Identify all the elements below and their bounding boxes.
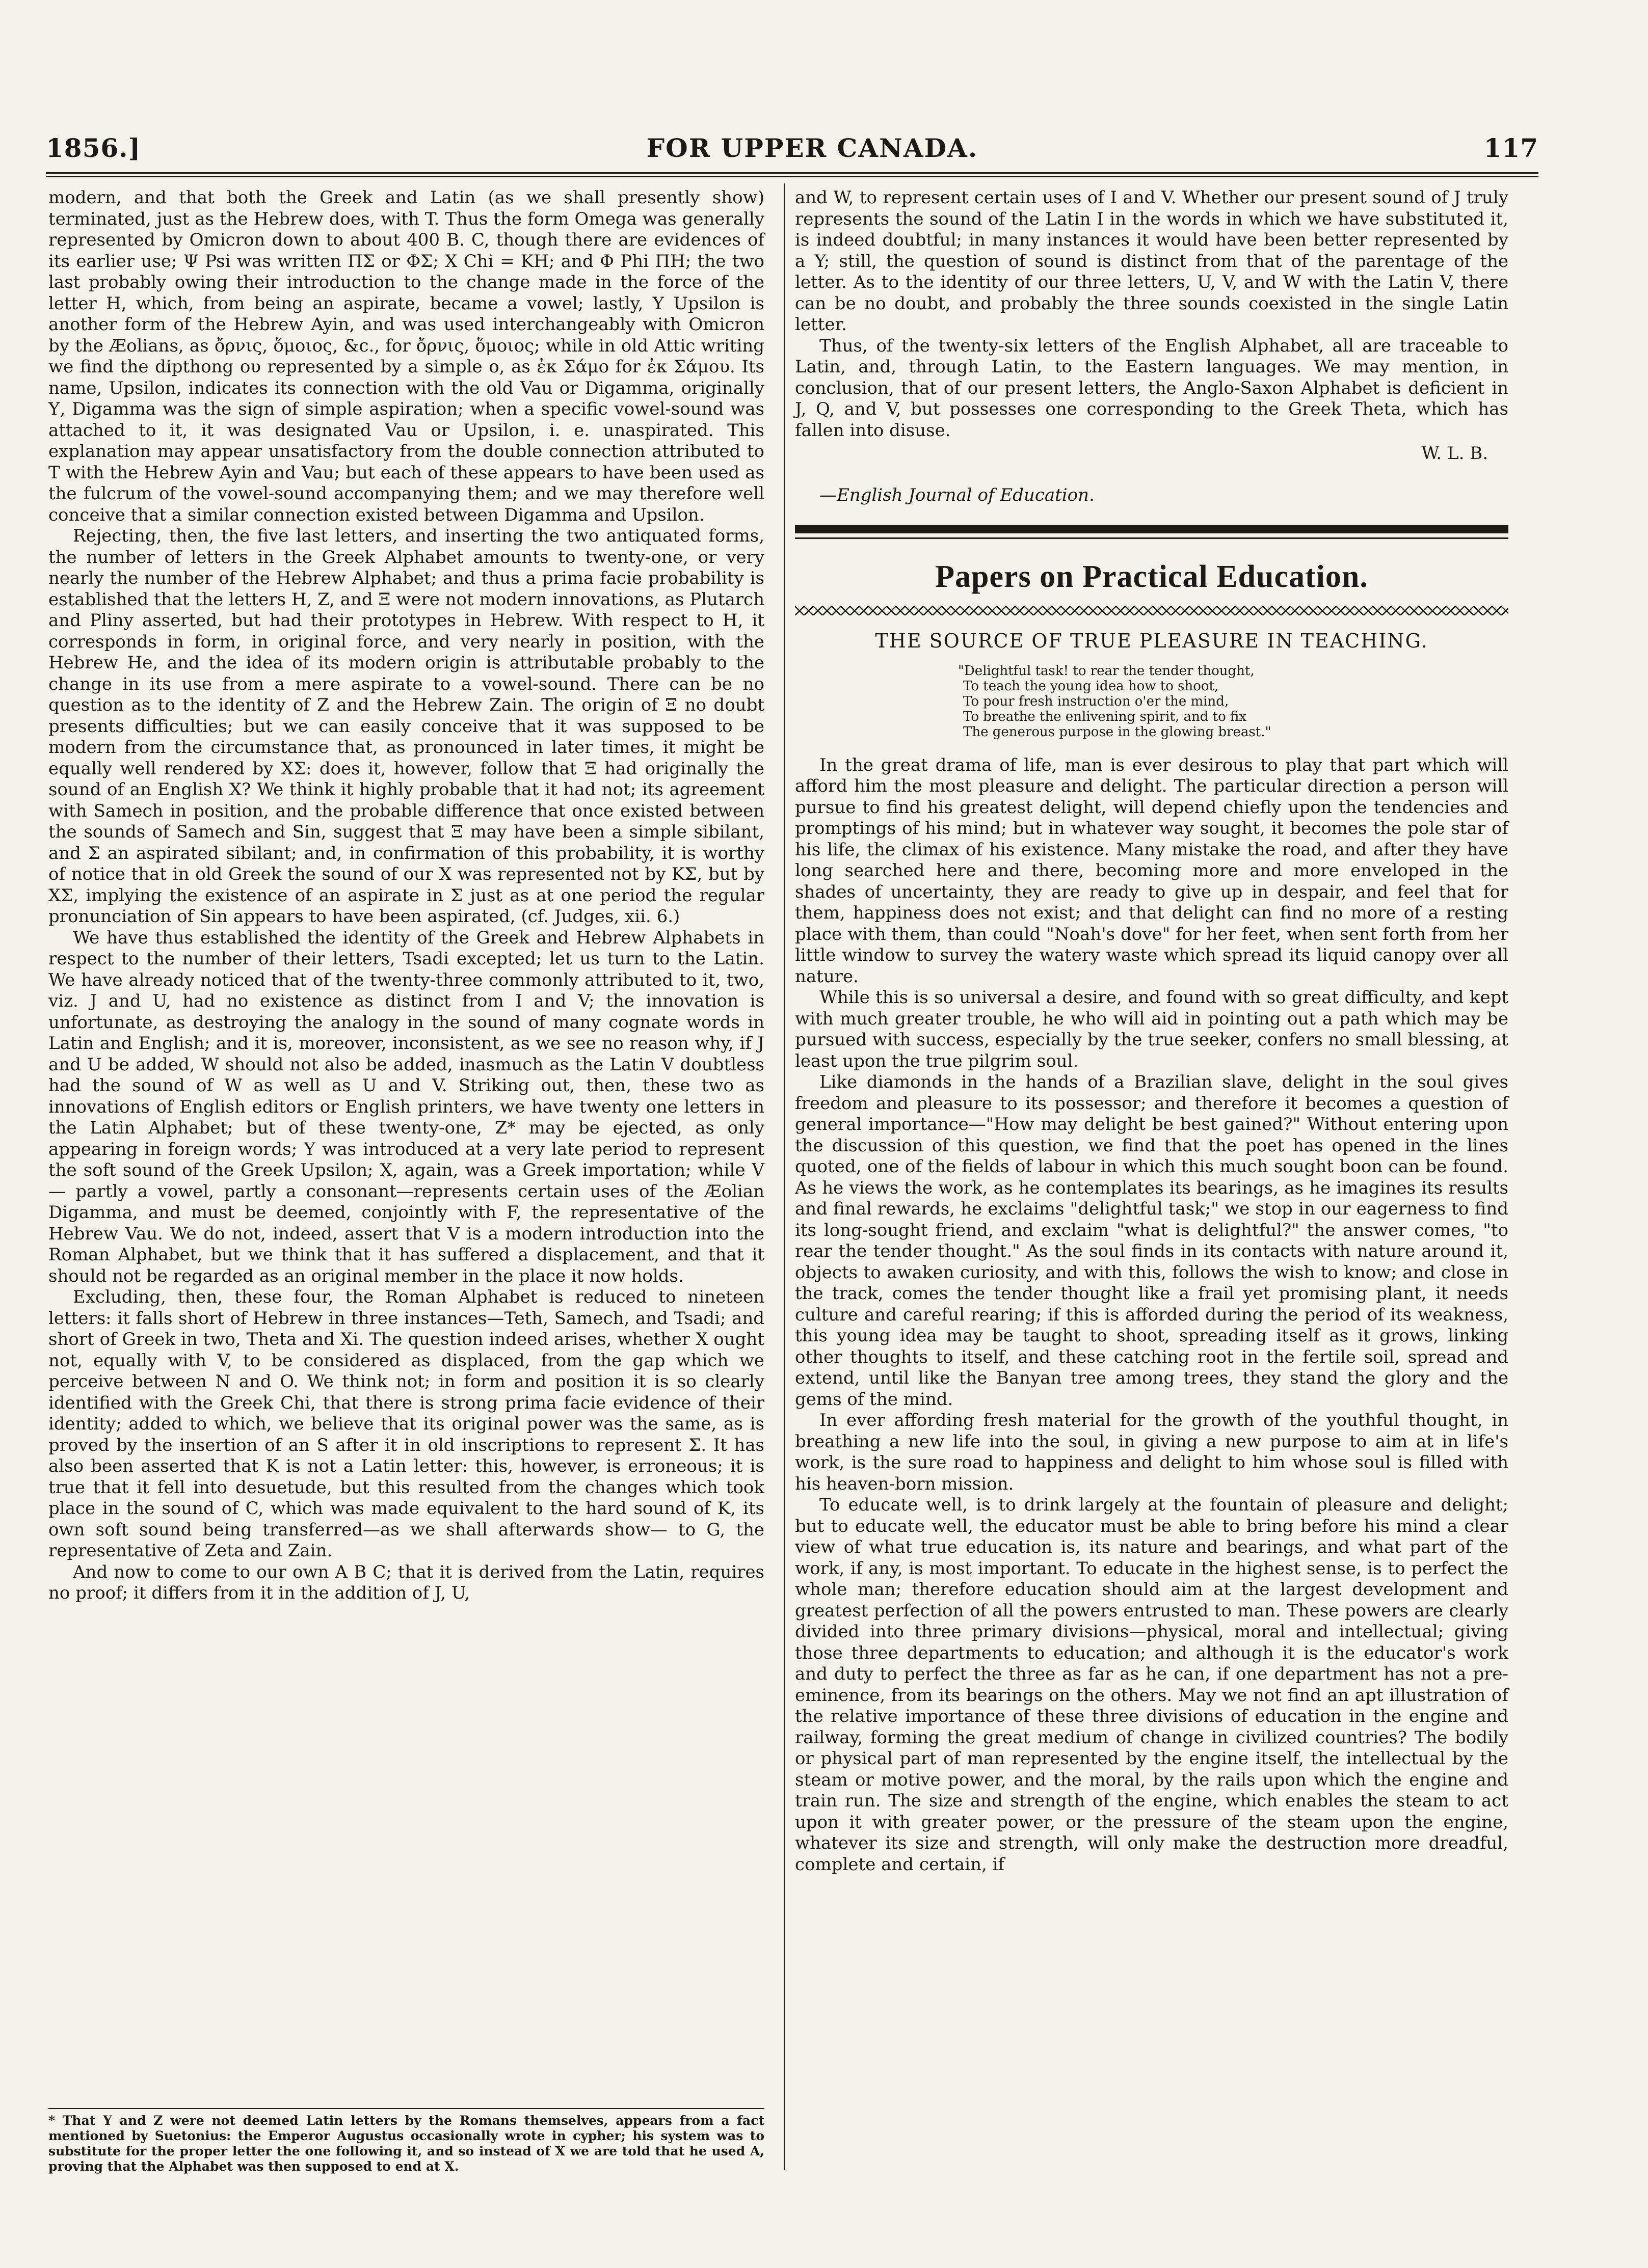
- epigraph-line: The generous purpose in the glowing breast.": [963, 724, 1271, 740]
- left-paragraph-2: Rejecting, then, the five last letters, and inserting the two antiquated forms, the number of letters in the Greek Alphabet amounts to twenty-one, or very nearly the number of the Hebrew Alphabet; and thus a prima facie probability is established that the letters H, Z, and Ξ were not modern innovations, as Plutarch and Pliny asserted, but had their prototypes in Hebrew. With respect to H, it corresponds in form, in original force, and very nearly in position, with the Hebrew He, and the idea of its modern origin is attributable probably to the change in its use from a mere aspirate to a vowel-sound. There can be no question as to the identity of Z and the Hebrew Zain. The origin of Ξ no doubt presents difficulties; but we can easily conceive that it was supposed to be modern from the circumstance that, as pronounced in later times, it might be equally well rendered by ΧΣ: does it, however, follow that Ξ had originally the sound of an English X? We think it highly probable that it had not; its agreement with Samech in position, and the probable difference that once existed between the sounds of Samech and Sin, suggest that Ξ may have been a simple sibilant, and Σ an aspirated sibilant; and, in confirmation of this probability, it is worthy of notice that in old Greek the sound of our X was represented not by ΚΣ, but by ΧΣ, implying the existence of an aspirate in Σ just as at one period the regular pronunciation of Sin appears to have been aspirated, (cf. Judges, xii. 6.): [48, 526, 764, 927]
- left-paragraph-4: Excluding, then, these four, the Roman Alphabet is reduced to nineteen letters: it falls short of Hebrew in three instances—Teth, Samech, and Tsadi; and short of Greek in two, Theta and Xi. The question indeed arises, whether X ought not, equally with V, to be considered as displaced, from the gap which we perceive between N and O. We think not; in form and position it is so clearly identified with the Greek Chi, that there is strong prima facie evidence of their identity; added to which, we believe that its original power was the same, as is proved by the insertion of an S after it in old inscriptions to represent Σ. It has also been asserted that K is not a Latin letter: this, however, is erroneous; it is true that it fell into desuetude, but this resulted from the changes which took place in the sound of C, which was made equivalent to the hard sound of K, its own soft sound being transferred—as we shall afterwards show— to G, the representative of Zeta and Zain.: [48, 1287, 764, 1561]
- epigraph-line: "Delightful task! to rear the tender thought,: [958, 663, 1255, 679]
- footnote-rule: [48, 2108, 764, 2109]
- section-rule-thick: [795, 525, 1508, 533]
- article-paragraph-1: In the great drama of life, man is ever desirous to play that part which will afford him the most pleasure and delight. The particular direction a person will pursue to find his greatest delight, will depend chiefly upon the tendencies and promptings of his mind; but in whatever way sought, it becomes the pole star of his life, the climax of his existence. Many mistake the road, and after they have long searched here and there, becoming more and more enveloped in the shades of uncertainty, they are ready to give up in despair, and feel that for them, happiness does not exist; and that delight can find no more of a resting place with them, than could "Noah's dove" for her feet, when sent forth from her little window to survey the watery waste which spread its liquid canopy over all nature.: [795, 754, 1508, 987]
- epigraph-line: To breathe the enlivening spirit, and to fix: [963, 709, 1246, 724]
- article-paragraph-4: In ever affording fresh material for the growth of the youthful thought, in breathing a new life into the soul, in giving a new purpose to aim at in life's work, is the sure road to happiness and delight to him whose soul is filled with his heaven-born mission.: [795, 1410, 1508, 1494]
- header-year: 1856.]: [46, 132, 141, 163]
- article-title: THE SOURCE OF TRUE PLEASURE IN TEACHING.: [875, 630, 1428, 652]
- author-signature: W. L. B.: [1421, 443, 1488, 464]
- article-paragraph-3: Like diamonds in the hands of a Brazilian slave, delight in the soul gives freedom and pleasure to its possessor; and therefore it becomes a question of general importance—"How may delight be best gained?" Without entering upon the discussion of this question, we find that the poet has opened in the lines quoted, one of the fields of labour in which this much sought boon can be found. As he views the work, as he contemplates its bearings, as he imagines its results and final rewards, he exclaims "delightful task;" we stop in our eagerness to find its long-sought friend, and exclaim "what is delightful?" the answer comes, "to rear the tender thought." As the soul finds in its contacts with nature around it, objects to awaken curiosity, and with this, follows the wish to know; and close in the track, comes the tender thought like a frail yet promising plant, it needs culture and careful rearing; if this is afforded during the period of its weakness, this young idea may be taught to shoot, spreading itself as it grows, linking other thoughts to itself, and these catching root in the fertile soil, spread and extend, until like the Banyan tree among trees, they stand the glory and the gems of the mind.: [795, 1072, 1508, 1410]
- left-paragraph-1: modern, and that both the Greek and Latin (as we shall presently show) terminated, just as the Hebrew does, with T. Thus the form Omega was generally represented by Omicron down to about 400 B. C, though there are evidences of its earlier use; Ψ Psi was written ΠΣ or ΦΣ; X Chi = KH; and Φ Phi ΠH; the two last probably owing their introduction to the change made in the force of the letter H, which, from being an aspirate, became a vowel; lastly, Υ Upsilon is another form of the Hebrew Ayin, and was used interchangeably with Omicron by the Æolians, as ὄρνις, ὅμοιος, &c., for ὄρνις, ὅμοιος; while in old Attic writing we find the dipthong ου represented by a simple ο, as ἐκ Σάμο for ἐκ Σάμου. Its name, Upsilon, indicates its connection with the old Vau or Digamma, originally Υ, Digamma was the sign of simple aspiration; when a specific vowel-sound was attached to it, it was designated Vau or Upsilon, i. e. unaspirated. This explanation may appear unsatisfactory from the double connection attributed to T with the Hebrew Ayin and Vau; but each of these appears to have been used as the fulcrum of the vowel-sound accompanying them; and we may therefore well conceive that a similar connection existed between Digamma and Upsilon.: [48, 187, 764, 525]
- section-rule-thin: [795, 537, 1508, 539]
- running-head: [46, 127, 1538, 168]
- header-double-rule: [46, 172, 1538, 177]
- left-column: [48, 187, 764, 1604]
- section-title: Papers on Practical Education.: [935, 559, 1368, 594]
- epigraph-line: To pour fresh instruction o'er the mind,: [963, 693, 1229, 709]
- right-paragraph-1: and W, to represent certain uses of I and V. Whether our present sound of J truly represents the sound of the Latin I in the words in which we have substituted it, is indeed doubtful; in many instances it would have been better represented by a Y; still, the question of sound is distinct from that of the parentage of the letter. As to the identity of our three letters, U, V, and W with the Latin V, there can be no doubt, and probably the three sounds coexisted in the single Latin letter.: [795, 187, 1508, 335]
- page-number: 117: [1483, 132, 1538, 163]
- column-divider: [784, 183, 785, 2170]
- epigraph-line: To teach the young idea how to shoot,: [963, 678, 1219, 694]
- article-paragraph-5: To educate well, is to drink largely at the fountain of pleasure and delight; but to educate well, the educator must be able to bring before his mind a clear view of what true education is, its nature and bearings, and what part of the work, if any, is most important. To educate in the highest sense, is to perfect the whole man; therefore education should aim at the largest development and greatest perfection of all the powers entrusted to man. These powers are clearly divided into three primary divisions—physical, moral and intellectual; giving those three departments to education; and although it is the educator's work and duty to perfect the three as far as he can, if one department has not a pre-eminence, from its bearings on the others. May we not find an apt illustration of the relative importance of these three divisions of education in the engine and railway, forming the great medium of change in civilized countries? The bodily or physical part of man represented by the engine itself, the intellectual by the steam or motive power, and the moral, by the rails upon which the engine and train run. The size and strength of the engine, which enables the steam to act upon it with greater power, or the pressure of the steam upon the engine, whatever its size and strength, will only make the destruction more dreadful, complete and certain, if: [795, 1495, 1508, 1875]
- header-title: FOR UPPER CANADA.: [646, 132, 978, 163]
- right-paragraph-2: Thus, of the twenty-six letters of the English Alphabet, all are traceable to Latin, and, through Latin, to the Eastern languages. We may mention, in conclusion, that of our present letters, the Anglo-Saxon Alphabet is deficient in J, Q, and V, but possesses one corresponding to the Greek Theta, which has fallen into disuse.: [795, 335, 1508, 441]
- article-paragraph-2: While this is so universal a desire, and found with so great difficulty, and kept with much greater trouble, he who will aid in pointing out a path which may be pursued with success, especially by the true seeker, confers no small blessing, at least upon the true pilgrim soul.: [795, 987, 1508, 1071]
- footnote: * That Y and Z were not deemed Latin letters by the Romans themselves, appears from a fact mentioned by Suetonius: the Emperor Augustus occasionally wrote in cypher; his system was to substitute for the proper letter the one following it, and so instead of X we are told that he used A, proving that the Alphabet was then supposed to end at X.: [48, 2113, 764, 2174]
- source-credit: —English Journal of Education.: [819, 484, 1095, 505]
- wavy-rule: [795, 606, 1508, 615]
- epigraph: [958, 663, 1508, 740]
- left-paragraph-3: We have thus established the identity of the Greek and Hebrew Alphabets in respect to the number of their letters, Tsadi excepted; let us turn to the Latin. We have already noticed that of the twenty-three commonly attributed to it, two, viz. J and U, had no existence as distinct from I and V; the innovation is unfortunate, as destroying the analogy in the sound of many cognate words in Latin and English; and it is, moreover, inconsistent, as we see no reason why, if J and U be added, W should not also be added, inasmuch as the Latin V doubtless had the sound of W as well as U and V. Striking out, then, these two as innovations of English editors or English printers, we have twenty one letters in the Latin Alphabet; but of these twenty-one, Z* may be ejected, as only appearing in foreign words; Y was introduced at a very late period to represent the soft sound of the Greek Upsilon; X, again, was a Greek importation; while V— partly a vowel, partly a consonant—represents certain uses of the Æolian Digamma, and must be deemed, conjointly with F, the representative of the Hebrew Vau. We do not, indeed, assert that V is a modern introduction into the Roman Alphabet, but we think that it has suffered a displacement, and that it should not be regarded as an original member in the place it now holds.: [48, 927, 764, 1286]
- left-paragraph-5: And now to come to our own A B C; that it is derived from the Latin, requires no proof; it differs from it in the addition of J, U,: [48, 1561, 764, 1603]
- right-column: [795, 187, 1508, 1875]
